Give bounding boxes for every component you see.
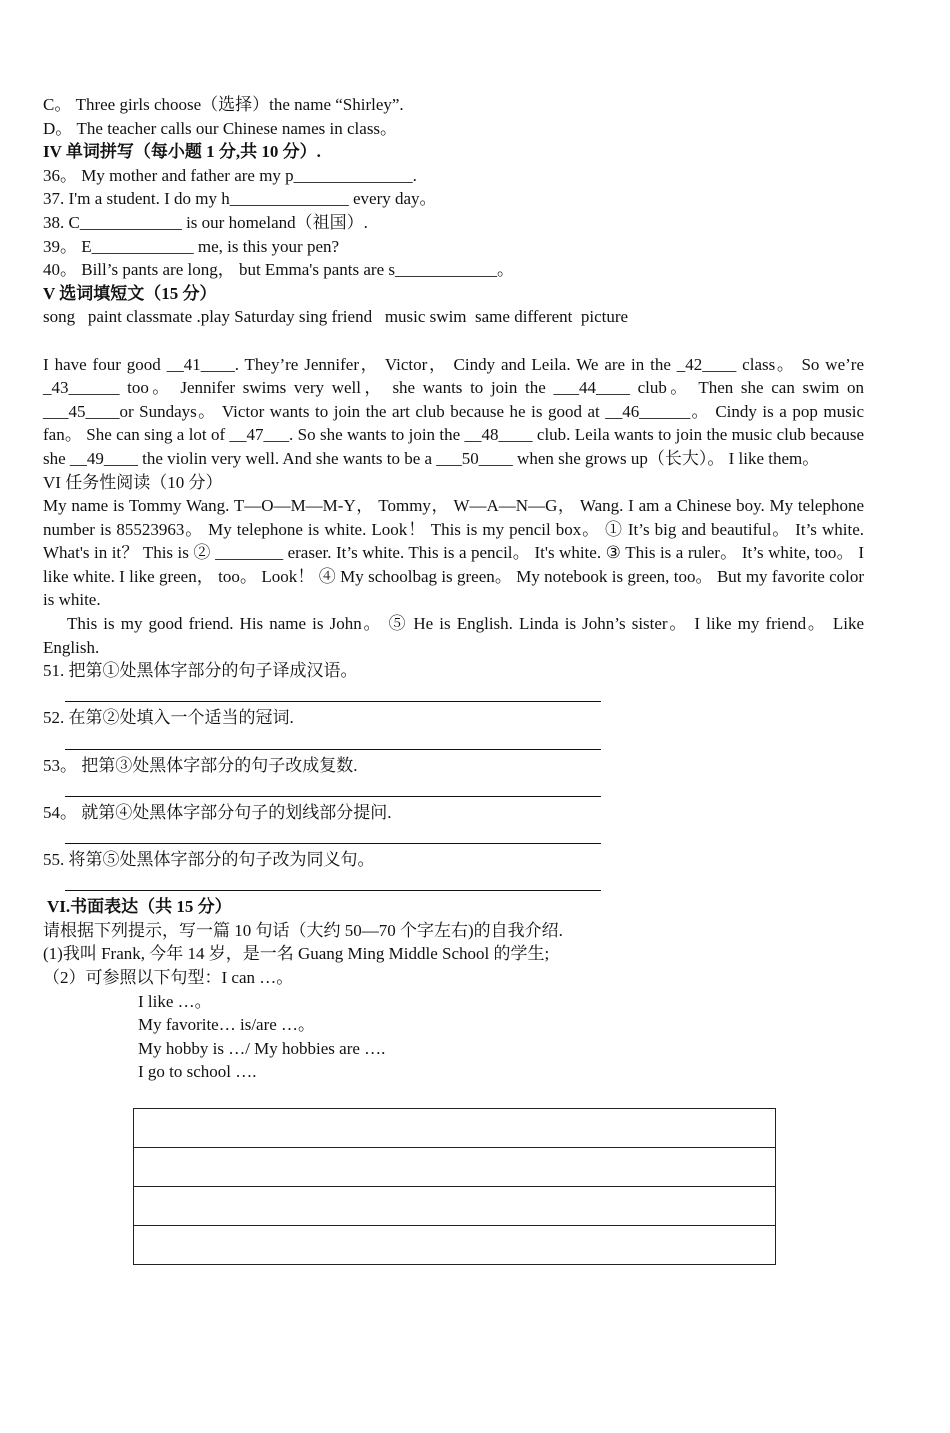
item-40: 40。 Bill’s pants are long， but Emma's pants are s____________。 — [43, 260, 514, 280]
word-bank: song paint classmate .play Saturday sing friend music swim same different picture — [43, 307, 629, 327]
answer-line-54[interactable] — [43, 824, 864, 848]
pattern-2: My favorite… is/are …。 — [138, 1015, 316, 1035]
answer-line-55[interactable] — [43, 872, 864, 896]
answer-line-53[interactable] — [43, 777, 864, 801]
section-6-heading: VI 任务性阅读（10 分） — [43, 472, 223, 492]
question-52: 52. 在第②处填入一个适当的冠词. — [43, 708, 294, 728]
section-7-heading: VI.书面表达（共 15 分） — [43, 897, 232, 917]
answer-line-52[interactable] — [43, 730, 864, 754]
question-54: 54。 就第④处黑体字部分句子的划线部分提问. — [43, 802, 392, 822]
item-37: 37. I'm a student. I do my h______________ every day。 — [43, 189, 437, 209]
writing-row[interactable] — [134, 1226, 775, 1264]
option-c: C。 Three girls choose（选择）the name “Shirley”. — [43, 95, 404, 114]
writing-hint-2: （2）可参照以下句型：I can …。 — [43, 967, 294, 987]
blank-line — [43, 329, 864, 353]
question-55: 55. 将第⑤处黑体字部分的句子改为同义句。 — [43, 850, 375, 869]
answer-line-51[interactable] — [43, 683, 864, 707]
writing-grid — [133, 1108, 776, 1265]
pattern-1: I like …。 — [138, 991, 212, 1011]
reading-passage-2: This is my good friend. His name is John。 ⑤ He is English. Linda is John’s sister。 I like my friend。 Like English. — [43, 614, 864, 657]
writing-row[interactable] — [134, 1148, 775, 1187]
reading-passage-1: My name is Tommy Wang. T—O—M—M-Y， Tommy， W—A—N—G， Wang. I am a Chinese boy. My telephone number is 85523963。 My telephone is white. Look！ This is my pencil box。 ① It’s big and beautiful。 It’s white. What's in it？ This is ② ________ eraser. It’s white. This is a pencil。 It's white. ③ This is a ruler。 It’s white, too。 I like white. I like green， too。 Look！ ④ My schoolbag is green。 My notebook is green, too。 But my favorite color is white. — [43, 496, 864, 610]
question-53: 53。 把第③处黑体字部分的句子改成复数. — [43, 755, 358, 775]
item-39: 39。 E____________ me, is this your pen? — [43, 236, 340, 256]
writing-instruction: 请根据下列提示，写一篇 10 句话（大约 50—70 个字左右)的自我介绍. — [43, 920, 563, 940]
item-38: 38. C____________ is our homeland（祖国）. — [43, 212, 368, 232]
writing-row[interactable] — [134, 1109, 775, 1148]
writing-hint-1: (1)我叫 Frank, 今年 14 岁，是一名 Guang Ming Middle School 的学生; — [43, 944, 550, 964]
item-36: 36。 My mother and father are my p______________. — [43, 165, 417, 185]
pattern-3: My hobby is …/ My hobbies are …. — [138, 1038, 386, 1058]
option-d: D。 The teacher calls our Chinese names in class。 — [43, 118, 398, 138]
question-51: 51. 把第①处黑体字部分的句子译成汉语。 — [43, 661, 358, 681]
writing-row[interactable] — [134, 1187, 775, 1226]
worksheet-page — [43, 93, 864, 1084]
pattern-4: I go to school …. — [138, 1062, 257, 1082]
section-4-heading: IV 单词拼写（每小题 1 分,共 10 分）. — [43, 142, 321, 162]
cloze-passage: I have four good __41____. They’re Jennifer， Victor， Cindy and Leila. We are in the _42____ class。 So we’re _43______ too。 Jennifer swims very well， she wants to join the ___44____ club。 Then she can swim on ___45____or Sundays。 Victor wants to join the art club because he is good at __46______。 Cindy is a pop music fan。 She can sing a lot of __47___. So she wants to join the __48____ club. Leila wants to join the music club because she __49____ the violin very well. And she wants to be a ___50____ when she grows up（长大）。 I like them。 — [43, 354, 864, 468]
section-5-heading: V 选词填短文（15 分） — [43, 283, 217, 303]
